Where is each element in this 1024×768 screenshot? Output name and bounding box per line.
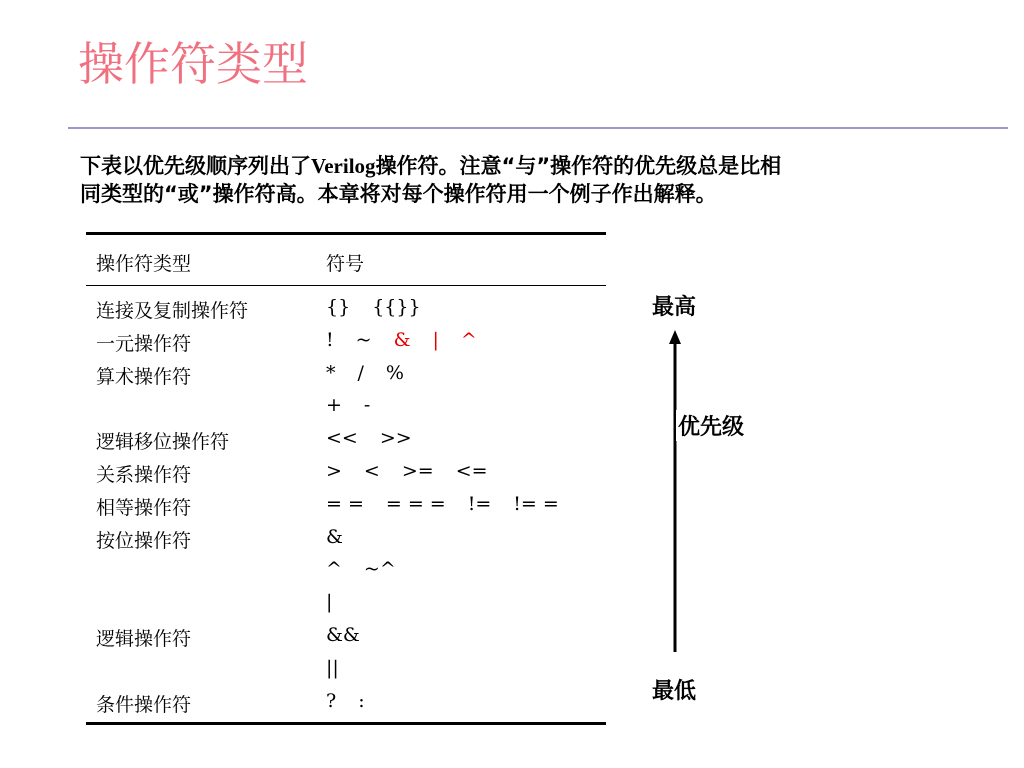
operator-type-cell: 关系操作符 (96, 463, 192, 486)
operator-symbol: != (467, 492, 492, 515)
operator-symbol-cell (326, 558, 418, 580)
operator-table (86, 232, 606, 725)
operator-symbol: / (357, 361, 364, 384)
operator-symbol-cell (326, 526, 365, 548)
operator-symbol: ! (326, 328, 334, 351)
operator-symbol-cell (326, 493, 581, 515)
operator-symbol-cell (326, 362, 426, 384)
operator-type-cell: 连接及复制操作符 (96, 300, 249, 322)
operator-symbol: = = = (385, 492, 446, 515)
table-row (86, 454, 606, 487)
operator-symbol: {} (326, 296, 351, 318)
operator-symbol: * (326, 361, 336, 384)
operator-type-cell: 逻辑移位操作符 (96, 431, 230, 454)
table-row (86, 618, 606, 651)
slide-title: 操作符类型 (78, 37, 308, 91)
operator-type-cell: 一元操作符 (96, 332, 192, 355)
operator-symbol: {{}} (372, 296, 421, 318)
table-header (86, 235, 606, 286)
operator-symbol: < (363, 459, 380, 482)
table-row (86, 421, 606, 454)
lowest-priority-label: 最低 (652, 679, 697, 704)
operator-symbol: << (326, 427, 358, 450)
operator-symbol-cell (326, 624, 382, 646)
operator-symbol: | (432, 328, 439, 351)
operator-type-cell: 条件操作符 (96, 693, 192, 716)
priority-arrow-icon (668, 330, 682, 652)
operator-symbol: & (393, 328, 411, 351)
intro-line-1-start: 下表以优先级顺序列出了 (80, 154, 311, 178)
intro-line-2: 同类型的“或”操作符高。本章将对每个操作符用一个例子作出解释。 (80, 182, 717, 206)
operator-symbol: != = (513, 492, 559, 515)
operator-symbol-cell (326, 591, 354, 613)
operator-symbol: >= (401, 459, 434, 482)
operator-symbol: | (326, 591, 333, 614)
operator-symbol: = = (326, 492, 364, 515)
operator-symbol-cell (326, 329, 499, 351)
priority-label: 优先级 (676, 410, 746, 441)
operator-symbol: ~^ (363, 558, 396, 581)
operator-symbol-cell (326, 394, 392, 416)
table-row (86, 356, 606, 389)
operator-symbol: % (385, 361, 404, 384)
operator-symbol-cell (326, 690, 387, 712)
operator-symbol-cell (326, 427, 434, 449)
operator-symbol: + (326, 394, 342, 417)
operator-symbol: ^ (326, 558, 342, 581)
header-operator-type: 操作符类型 (96, 253, 192, 275)
operator-type-cell: 按位操作符 (96, 529, 192, 552)
intro-paragraph (80, 152, 980, 208)
table-row (86, 290, 606, 323)
operator-type-cell: 逻辑操作符 (96, 627, 192, 650)
operator-symbol: : (358, 689, 365, 712)
operator-symbol: ? (326, 689, 337, 712)
operator-symbol-cell (326, 657, 361, 679)
intro-line-1-end: 操作符。注意“与”操作符的优先级总是比相 (375, 154, 782, 178)
table-body (86, 286, 606, 722)
operator-symbol: > (326, 459, 342, 482)
intro-verilog-word: Verilog (311, 154, 376, 178)
operator-symbol: - (363, 394, 371, 417)
table-row (86, 323, 606, 356)
title-divider (68, 127, 1008, 129)
operator-symbol: >> (379, 427, 412, 450)
operator-symbol-cell (326, 296, 443, 318)
operator-symbol: ^ (460, 328, 477, 351)
operator-symbol: || (326, 656, 339, 679)
table-row (86, 388, 606, 421)
table-row (86, 585, 606, 618)
highest-priority-label: 最高 (652, 295, 697, 320)
operator-type-cell: 算术操作符 (96, 365, 192, 388)
header-symbol: 符号 (326, 253, 365, 275)
table-row (86, 651, 606, 684)
operator-symbol-cell (326, 460, 510, 482)
operator-symbol: ~ (355, 328, 372, 351)
table-row (86, 552, 606, 585)
intro-line-1 (80, 152, 980, 180)
operator-symbol: && (326, 623, 360, 646)
operator-symbol: & (326, 525, 343, 548)
table-row (86, 684, 606, 717)
table-row (86, 520, 606, 553)
operator-type-cell: 相等操作符 (96, 496, 192, 519)
table-row (86, 487, 606, 520)
operator-symbol: <= (455, 459, 488, 482)
